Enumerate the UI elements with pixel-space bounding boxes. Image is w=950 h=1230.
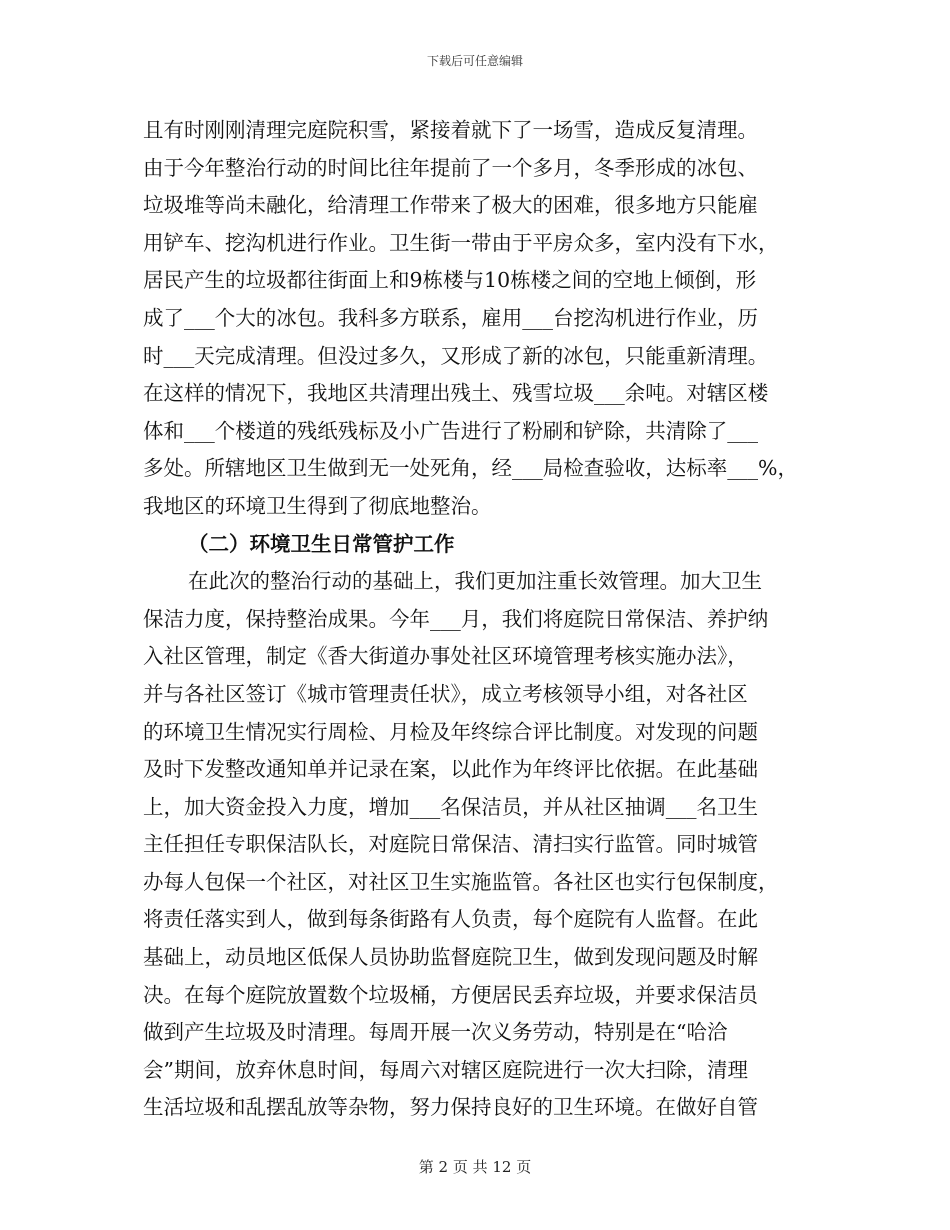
- text-line: 办每人包保一个社区，对社区卫生实施监管。各社区也实行包保制度，: [143, 869, 779, 894]
- text-line: 生活垃圾和乱摆乱放等杂物，努力保持良好的卫生环境。在做好自管: [143, 1095, 758, 1120]
- text-line: 的环境卫生情况实行周检、月检及年终综合评比制度。对发现的问题: [143, 719, 758, 744]
- paragraph-first-line: 在此次的整治行动的基础上，我们更加注重长效管理。加大卫生: [188, 569, 762, 594]
- text-line: 决。在每个庭院放置数个垃圾桶，方便居民丢弃垃圾，并要求保洁员: [143, 982, 758, 1007]
- text-line: 及时下发整改通知单并记录在案，以此作为年终评比依据。在此基础: [143, 757, 758, 782]
- text-line: 多处。所辖地区卫生做到无一处死角，经___局检查验收，达标率___%，: [143, 456, 798, 481]
- text-line: 我地区的环境卫生得到了彻底地整治。: [143, 493, 492, 518]
- text-line: 主任担任专职保洁队长，对庭院日常保洁、清扫实行监管。同时城管: [143, 832, 758, 857]
- section-heading: （二）环境卫生日常管护工作: [188, 531, 455, 556]
- text-line: 并与各社区签订《城市管理责任状》，成立考核领导小组，对各社区: [143, 681, 748, 706]
- text-line: 且有时刚刚清理完庭院积雪，紧接着就下了一场雪，造成反复清理。: [143, 118, 758, 142]
- text-line: 体和___个楼道的残纸残标及小广告进行了粉刷和铲除，共清除了___: [143, 418, 758, 443]
- text-line: 基础上，动员地区低保人员协助监督庭院卫生，做到发现问题及时解: [143, 945, 758, 970]
- text-line: 会”期间，放弃休息时间，每周六对辖区庭院进行一次大扫除，清理: [143, 1057, 748, 1082]
- text-line: 在这样的情况下，我地区共清理出残土、残雪垃圾___余吨。对辖区楼: [143, 381, 769, 406]
- text-line: 上，加大资金投入力度，增加___名保洁员，并从社区抽调___名卫生: [143, 794, 758, 819]
- document-body: [143, 112, 803, 1127]
- text-line: 保洁力度，保持整治成果。今年___月，我们将庭院日常保洁、养护纳: [143, 606, 769, 631]
- text-line: 做到产生垃圾及时清理。每周开展一次义务劳动，特别是在“哈洽: [143, 1020, 728, 1045]
- text-line: 入社区管理，制定《香大街道办事处社区环境管理考核实施办法》，: [143, 644, 748, 669]
- text-line: 将责任落实到人，做到每条街路有人负责，每个庭院有人监督。在此: [143, 907, 758, 932]
- text-line: 成了___个大的冰包。我科多方联系，雇用___台挖沟机进行作业，历: [143, 305, 758, 330]
- text-line: 垃圾堆等尚未融化，给清理工作带来了极大的困难，很多地方只能雇: [143, 193, 758, 218]
- page-number: 第 2 页 共 12 页: [418, 1158, 532, 1176]
- text-line: 时___天完成清理。但没过多久，又形成了新的冰包，只能重新清理。: [143, 343, 769, 368]
- text-line: 由于今年整治行动的时间比往年提前了一个多月，冬季形成的冰包、: [143, 155, 758, 180]
- text-line: 居民产生的垃圾都往街面上和9栋楼与10栋楼之间的空地上倾倒，形: [143, 268, 757, 293]
- header-note: 下载后可任意编辑: [426, 54, 523, 68]
- text-line: 用铲车、挖沟机进行作业。卫生街一带由于平房众多，室内没有下水，: [143, 230, 779, 255]
